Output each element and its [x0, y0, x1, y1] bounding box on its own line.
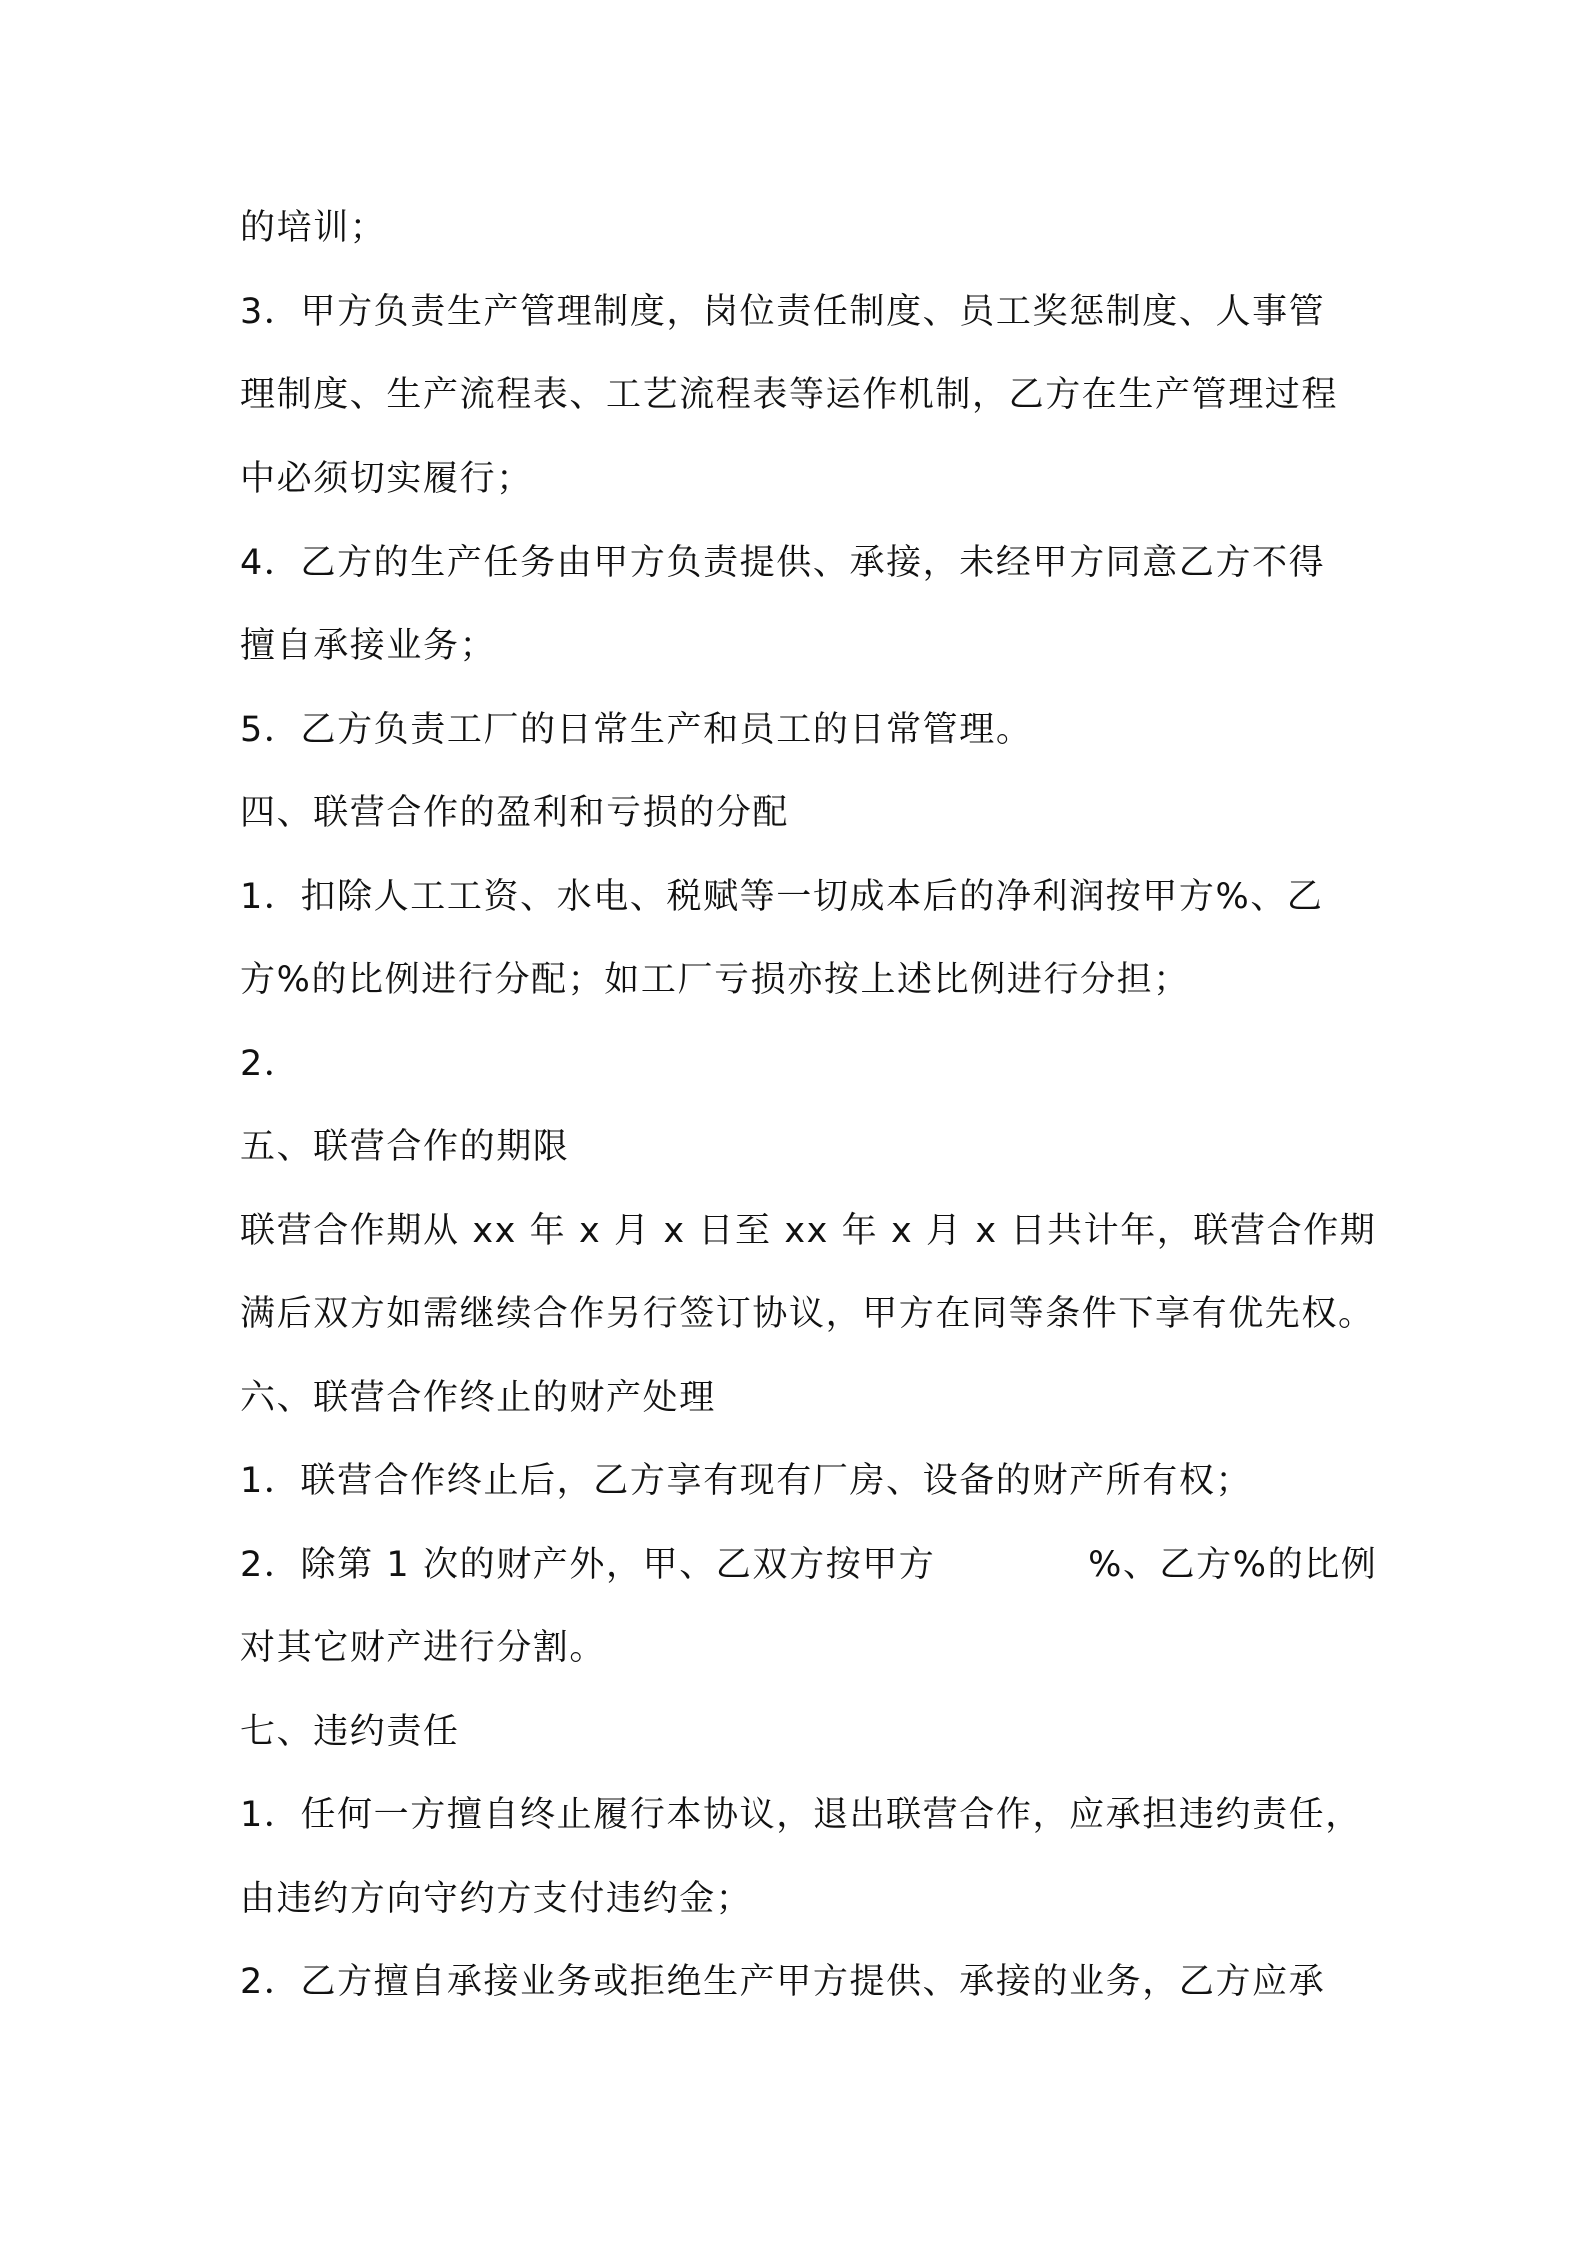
- text-line: 的培训；: [240, 208, 387, 248]
- text-line: 方%的比例进行分配；如工厂亏损亦按上述比例进行分担；: [240, 960, 1190, 1000]
- text-line: 联营合作期从 xx 年 x 月 x 日至 xx 年 x 月 x 日共计年，联营合作期: [240, 1211, 1377, 1251]
- section-heading: 七、违约责任: [240, 1712, 460, 1752]
- text-line: 2．: [240, 1044, 301, 1084]
- section-heading: 六、联营合作终止的财产处理: [240, 1378, 716, 1418]
- text-line: 2．乙方擅自承接业务或拒绝生产甲方提供、承接的业务，乙方应承: [240, 1962, 1326, 2002]
- section-heading: 四、联营合作的盈利和亏损的分配: [240, 793, 790, 833]
- text-line: 满后双方如需继续合作另行签订协议，甲方在同等条件下享有优先权。: [240, 1294, 1375, 1334]
- text-line: 擅自承接业务；: [240, 626, 497, 666]
- text-line: 5．乙方负责工厂的日常生产和员工的日常管理。: [240, 710, 1033, 750]
- text-line: 中必须切实履行；: [240, 459, 533, 499]
- text-line: 1．联营合作终止后，乙方享有现有厂房、设备的财产所有权；: [240, 1461, 1253, 1501]
- text-line: 1．任何一方擅自终止履行本协议，退出联营合作，应承担违约责任，: [240, 1795, 1362, 1835]
- section-heading: 五、联营合作的期限: [240, 1127, 570, 1167]
- text-line: 4．乙方的生产任务由甲方负责提供、承接，未经甲方同意乙方不得: [240, 543, 1326, 583]
- text-line: 对其它财产进行分割。: [240, 1628, 607, 1668]
- text-line: 1．扣除人工工资、水电、税赋等一切成本后的净利润按甲方%、乙: [240, 877, 1324, 917]
- text-line: 3．甲方负责生产管理制度，岗位责任制度、员工奖惩制度、人事管: [240, 292, 1326, 332]
- text-line: 2．除第 1 次的财产外，甲、乙双方按甲方 %、乙方%的比例: [240, 1545, 1378, 1585]
- text-line: 理制度、生产流程表、工艺流程表等运作机制，乙方在生产管理过程: [240, 375, 1339, 415]
- text-line: 由违约方向守约方支付违约金；: [240, 1879, 753, 1919]
